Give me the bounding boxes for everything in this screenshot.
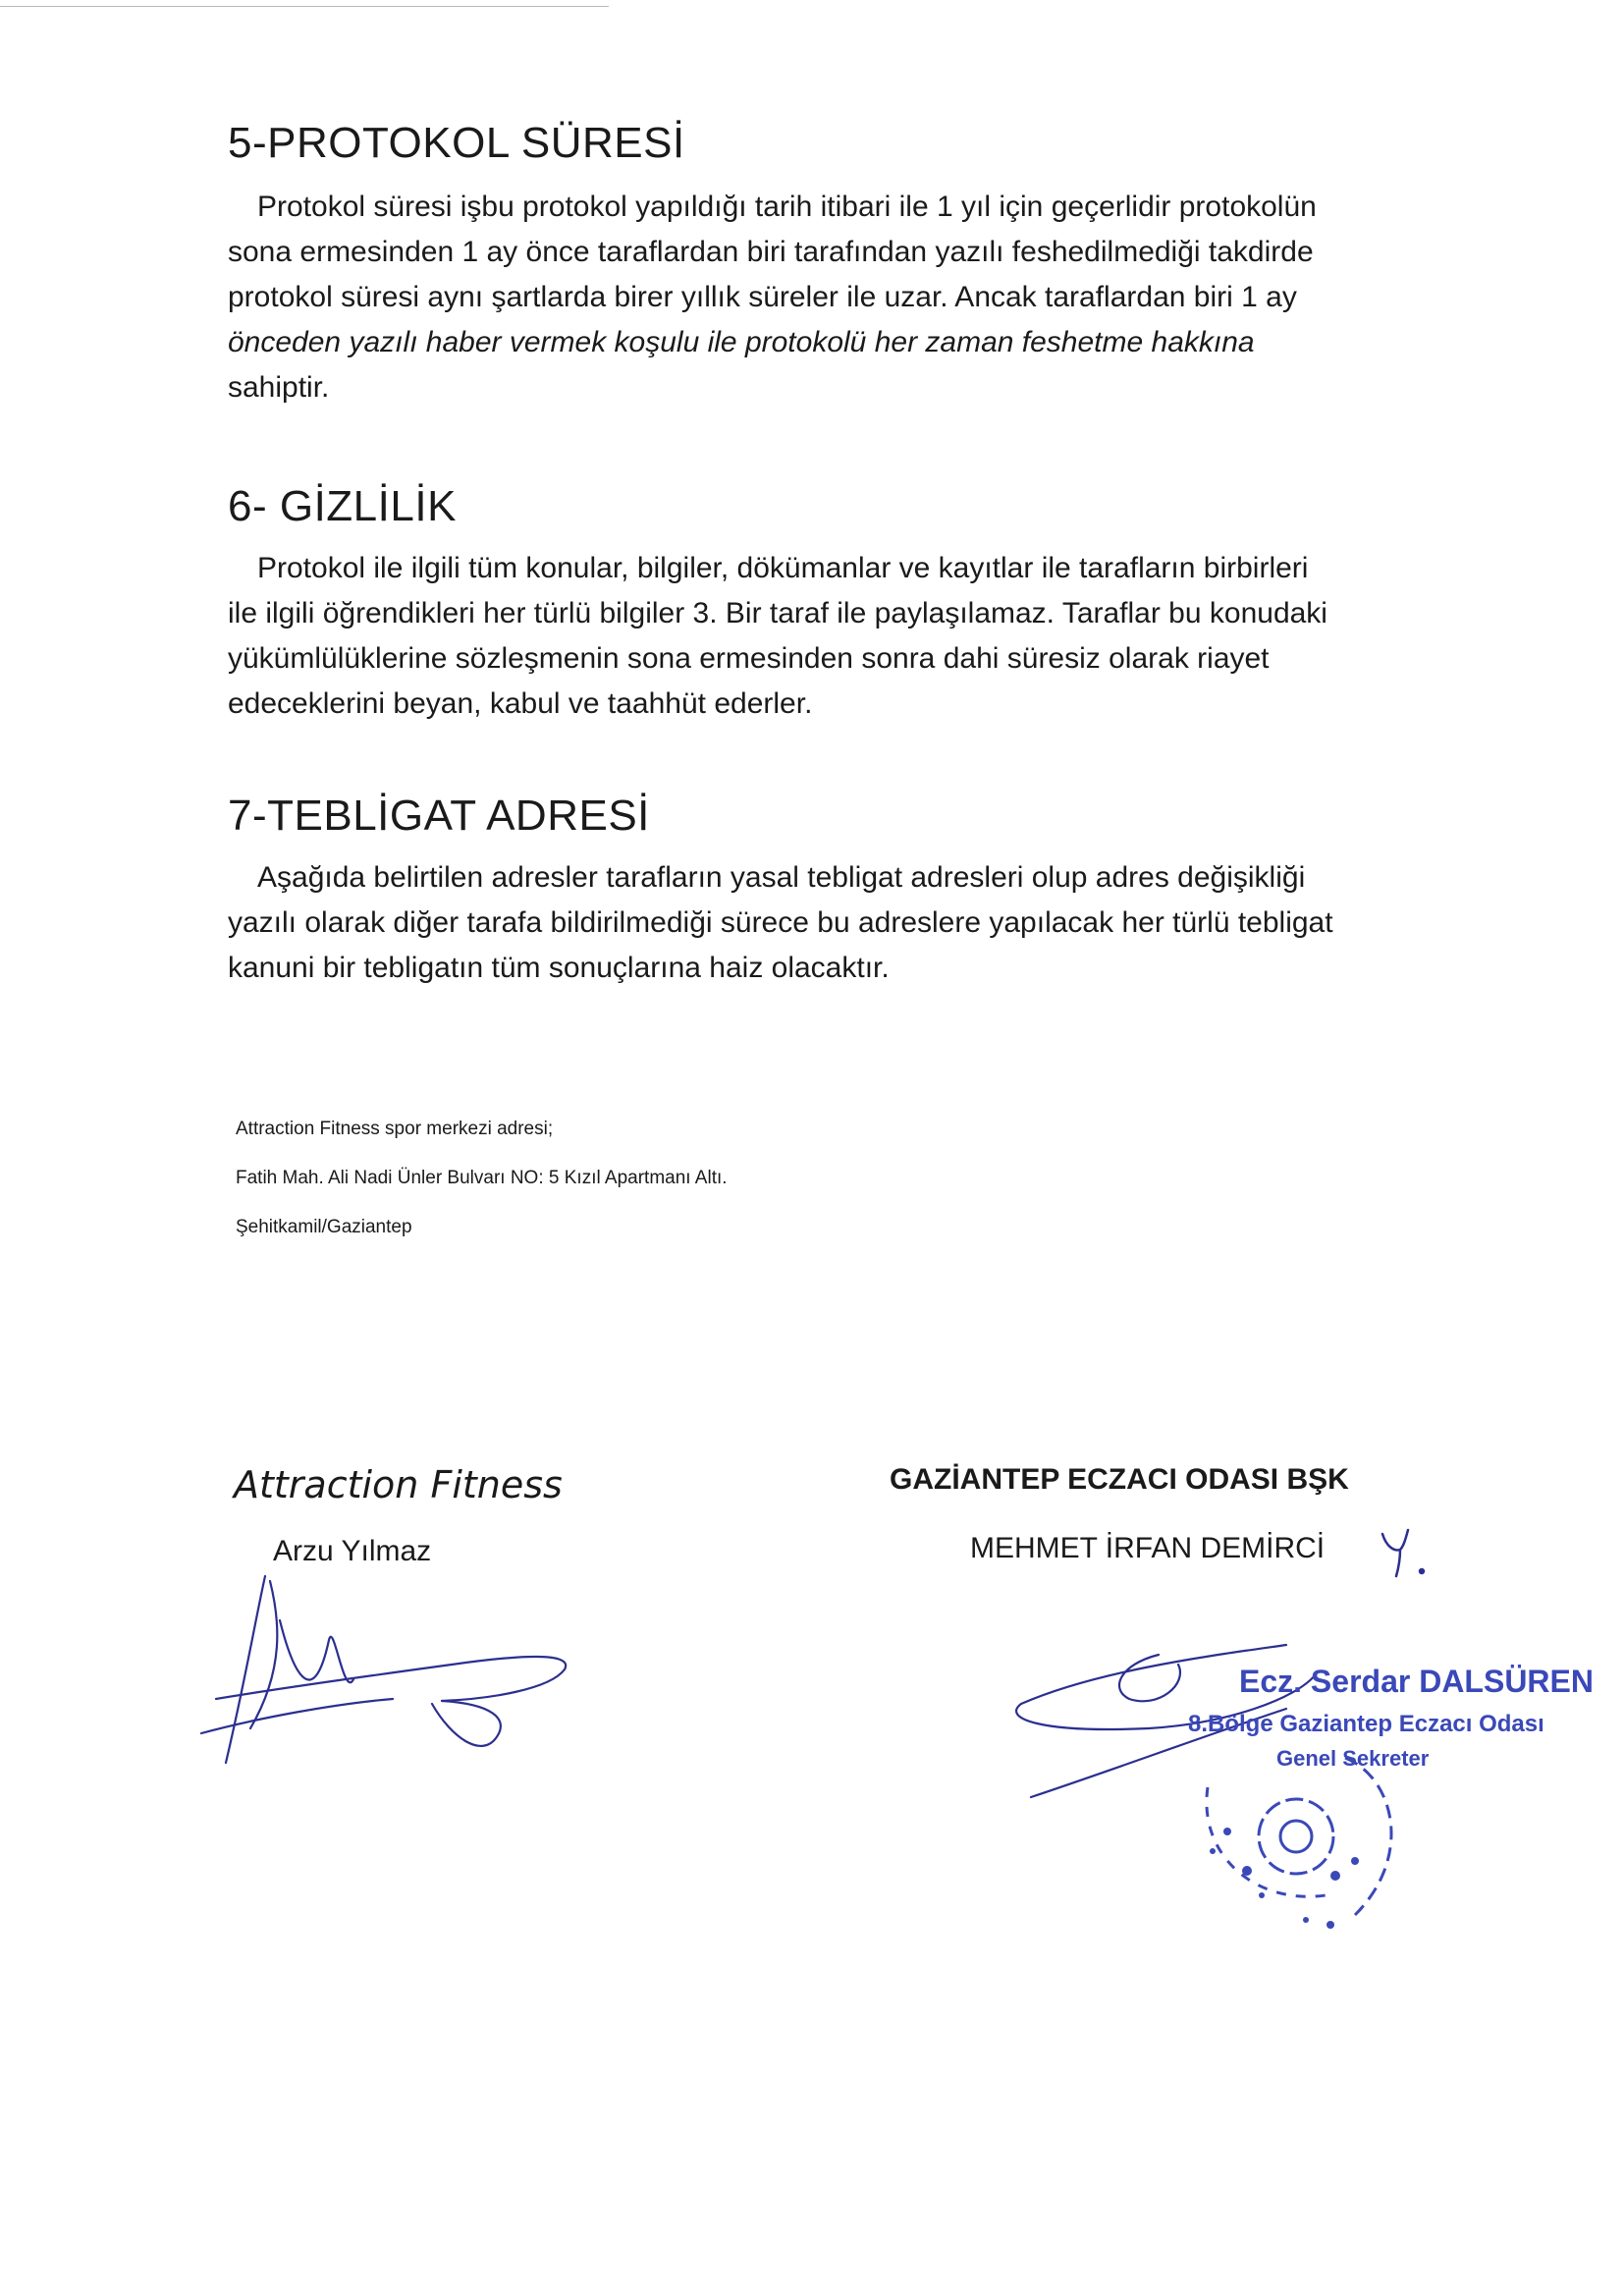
stamp-role: Genel Sekreter [1276,1746,1430,1771]
body-line: sona ermesinden 1 ay önce taraflardan biri tarafından yazılı feshedilmediği takdirde [228,236,1314,268]
section-protocol-duration [228,118,1504,410]
section-notification-address [228,791,1504,991]
address-heading: Attraction Fitness spor merkezi adresi; [236,1119,554,1139]
body-line: protokol süresi aynı şartlarda birer yıllık süreler ile uzar. Ancak taraflardan biri 1 ay [228,281,1297,313]
handwritten-signature-left [196,1561,589,1787]
signatory-left-name: Arzu Yılmaz [273,1535,432,1567]
section-body [228,855,1504,991]
section-confidentiality [228,481,1504,727]
body-line: Aşağıda belirtilen adresler tarafların yasal tebligat adresleri olup adres değişikliği [257,861,1306,894]
stamp-organization: 8.Bölge Gaziantep Eczacı Odası [1188,1711,1544,1737]
signatory-right-organization: GAZİANTEP ECZACI ODASI BŞK [890,1463,1349,1496]
signatory-right-name: MEHMET İRFAN DEMİRCİ [970,1532,1326,1564]
body-line: Protokol süresi işbu protokol yapıldığı tarih itibari ile 1 yıl için geçerlidir protokolün [257,191,1317,223]
body-line: edeceklerini beyan, kabul ve taahhüt ederler. [228,687,813,720]
body-line: kanuni bir tebligatın tüm sonuçlarına haiz olacaktır. [228,952,890,984]
body-line: önceden yazılı haber vermek koşulu ile protokolü her zaman feshetme hakkına [228,326,1255,358]
signatory-left-company: Attraction Fitness [234,1463,563,1506]
address-street: Fatih Mah. Ali Nadi Ünler Bulvarı NO: 5 Kızıl Apartmanı Altı. [236,1168,728,1188]
section-body [228,185,1504,410]
section-body [228,546,1504,727]
scan-edge-line [0,6,609,7]
section-title: 7-TEBLİGAT ADRESİ [228,792,650,840]
stamp-name: Ecz. Serdar DALSÜREN [1239,1664,1594,1699]
section-title: 6- GİZLİLİK [228,482,457,530]
body-line: Protokol ile ilgili tüm konular, bilgiler, dökümanlar ve kayıtlar ile tarafların birbirleri [257,552,1309,584]
section-title: 5-PROTOKOL SÜRESİ [228,119,685,167]
handwritten-initial-mark [1375,1522,1434,1581]
body-line: yükümlülüklerine sözleşmenin sona ermesinden sonra dahi süresiz olarak riayet [228,642,1270,675]
body-line: ile ilgili öğrendikleri her türlü bilgiler 3. Bir taraf ile paylaşılamaz. Taraflar bu konudaki [228,597,1327,629]
address-city: Şehitkamil/Gaziantep [236,1217,412,1237]
body-line: yazılı olarak diğer tarafa bildirilmediği sürece bu adreslere yapılacak her türlü tebligat [228,906,1333,939]
body-line: sahiptir. [228,371,330,404]
